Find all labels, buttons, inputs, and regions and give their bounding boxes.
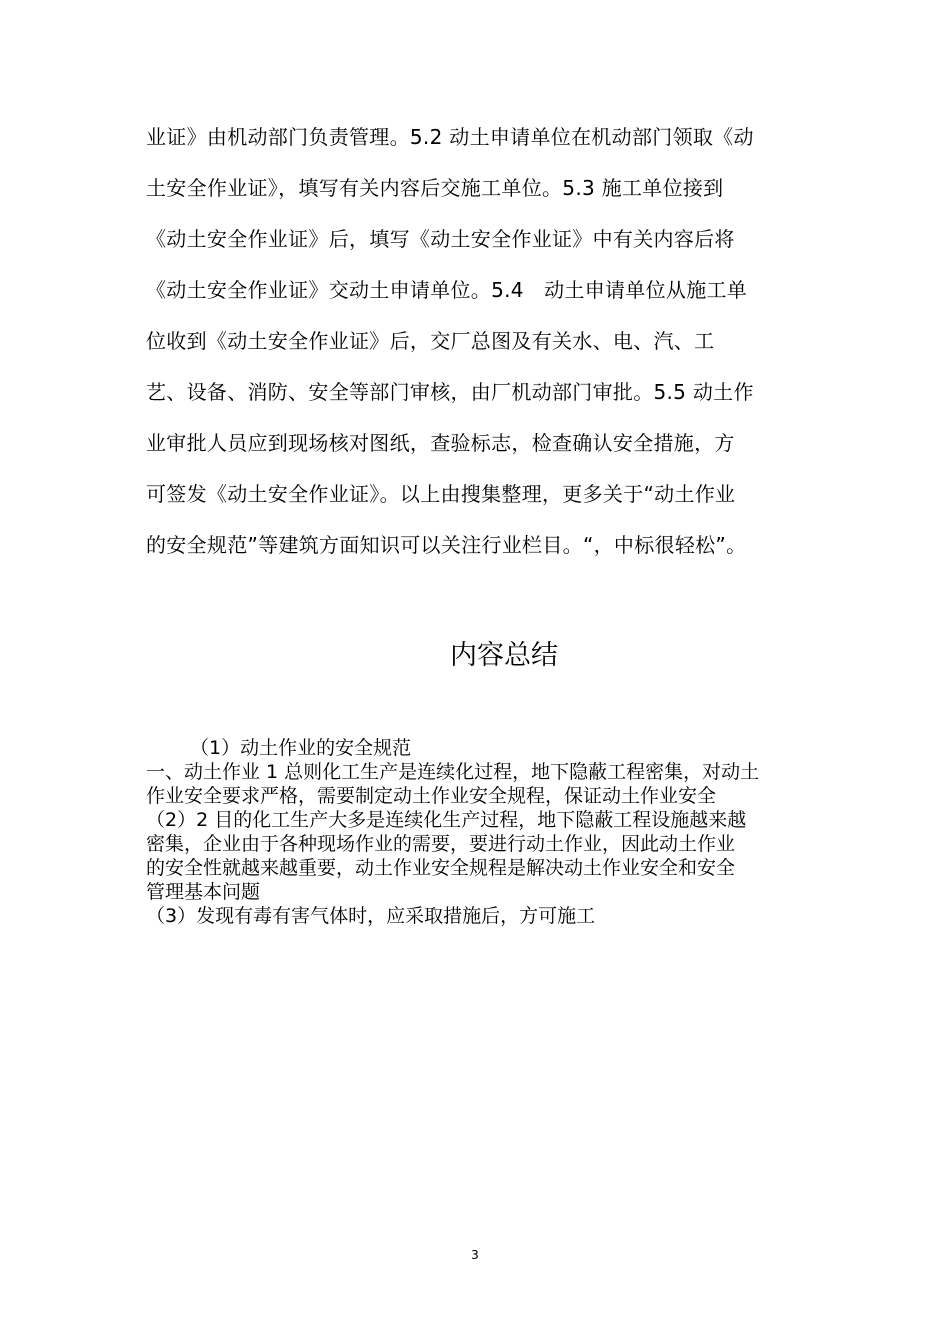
summary-line: （3）发现有毒有害气体时，应采取措施后，方可施工 xyxy=(146,905,596,927)
summary-section xyxy=(146,736,826,928)
page-number: 3 xyxy=(471,1248,479,1262)
summary-line: 管理基本问题 xyxy=(146,881,261,903)
body-line: 《动土安全作业证》交动土申请单位。5.4 动土申请单位从施工单 xyxy=(146,278,748,302)
body-line: 的安全规范”等建筑方面知识可以关注行业栏目。“，中标很轻松”。 xyxy=(146,533,747,557)
body-line: 土安全作业证》，填写有关内容后交施工单位。5.3 施工单位接到 xyxy=(146,176,724,200)
body-paragraph xyxy=(146,117,816,576)
summary-line: 作业安全要求严格，需要制定动土作业安全规程，保证动土作业安全 xyxy=(146,785,717,807)
body-line: 《动土安全作业证》后，填写《动土安全作业证》中有关内容后将 xyxy=(146,227,735,251)
body-line: 位收到《动土安全作业证》后，交厂总图及有关水、电、汽、工 xyxy=(146,329,715,353)
summary-line: 的安全性就越来越重要，动土作业安全规程是解决动土作业安全和安全 xyxy=(146,857,736,879)
body-line: 业审批人员应到现场核对图纸，查验标志，检查确认安全措施，方 xyxy=(146,431,735,455)
summary-heading: 内容总结 xyxy=(450,640,558,671)
summary-line: 密集，企业由于各种现场作业的需要，要进行动土作业，因此动土作业 xyxy=(146,833,736,855)
summary-line: 一、动土作业 1 总则化工生产是连续化过程，地下隐蔽工程密集，对动土 xyxy=(146,761,760,783)
summary-line: （2）2 目的化工生产大多是连续化生产过程，地下隐蔽工程设施越来越 xyxy=(146,809,747,831)
body-line: 可签发《动土安全作业证》。以上由搜集整理，更多关于“动土作业 xyxy=(146,482,736,506)
body-line: 艺、设备、消防、安全等部门审核，由厂机动部门审批。5.5 动土作 xyxy=(146,380,754,404)
body-line: 业证》由机动部门负责管理。5.2 动土申请单位在机动部门领取《动 xyxy=(146,125,754,149)
summary-item-title: （1）动土作业的安全规范 xyxy=(190,737,412,759)
